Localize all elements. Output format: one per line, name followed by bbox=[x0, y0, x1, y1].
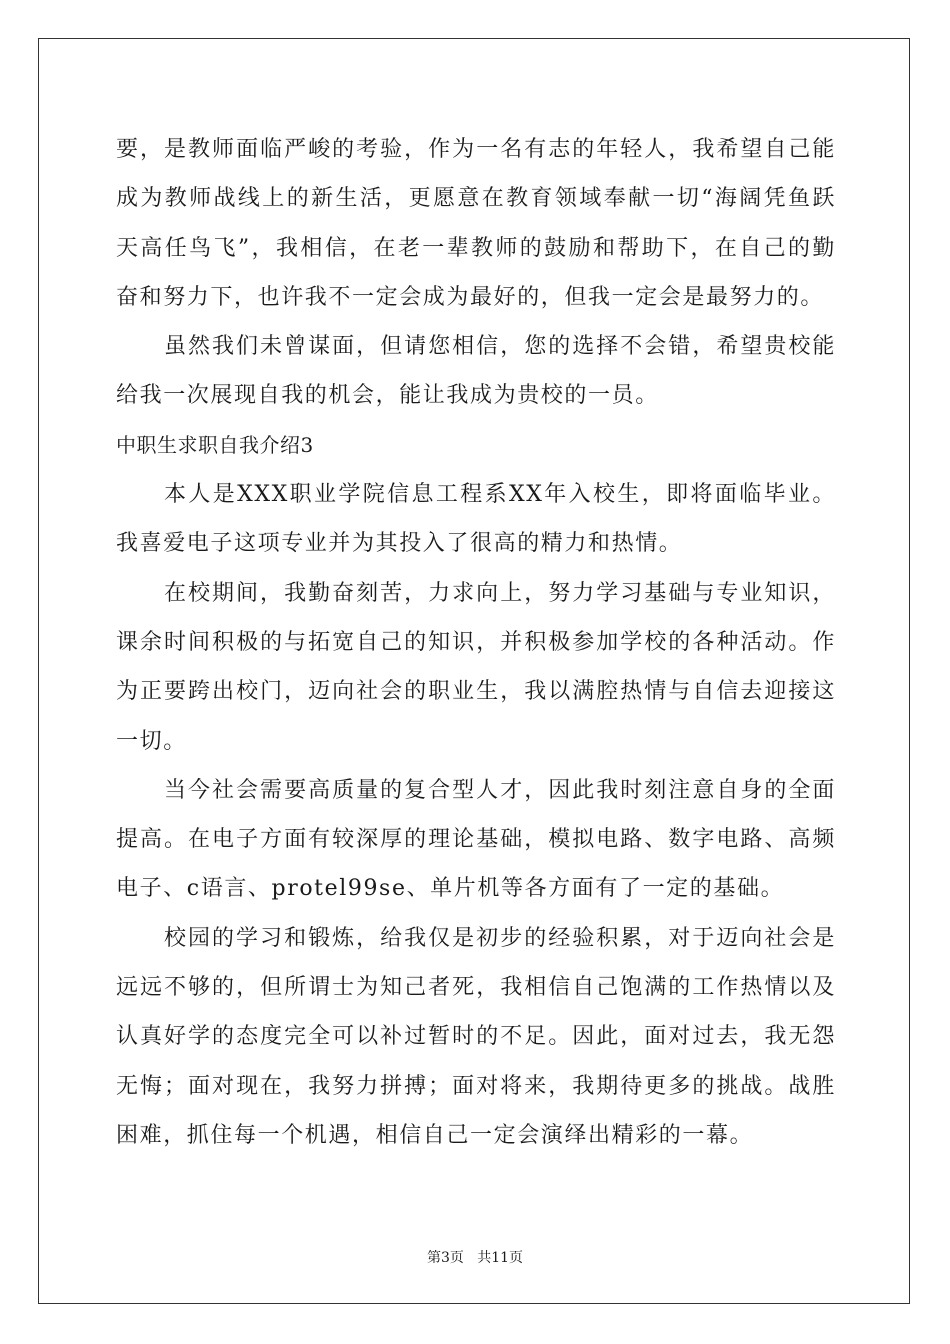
paragraph-closing: 虽然我们未曾谋面，但请您相信，您的选择不会错，希望贵校能给我一次展现自我的机会，能让我成为贵校的一员。 bbox=[116, 334, 836, 409]
paragraph-outlook: 校园的学习和锻炼，给我仅是初步的经验积累，对于迈向社会是远远不够的，但所谓士为知己者死，我相信自己饱满的工作热情以及认真好学的态度完全可以补过暂时的不足。因此，面对过去，我无怨无悔；面对现在，我努力拼搏；面对将来，我期待更多的挑战。战胜困难，抓住每一个机遇，相信自己一定会演绎出精彩的一幕。 bbox=[116, 925, 836, 1148]
page-number-footer: 第3页 共11页 bbox=[426, 1250, 524, 1266]
paragraph-skills: 当今社会需要高质量的复合型人才，因此我时刻注意自身的全面提高。在电子方面有较深厚的理论基础，模拟电路、数字电路、高频电子、c语言、protel99se、单片机等各方面有了一定的基础。 bbox=[116, 777, 836, 902]
paragraph-intro: 本人是XXX职业学院信息工程系XX年入校生，即将面临毕业。我喜爱电子这项专业并为其投入了很高的精力和热情。 bbox=[116, 482, 836, 557]
section-heading: 中职生求职自我介绍3 bbox=[116, 432, 314, 457]
paragraph-school-period: 在校期间，我勤奋刻苦，力求向上，努力学习基础与专业知识，课余时间积极的与拓宽自己的知识，并积极参加学校的各种活动。作为正要跨出校门，迈向社会的职业生，我以满腔热情与自信去迎接这一切。 bbox=[116, 580, 836, 754]
document-body bbox=[116, 125, 836, 1160]
paragraph-continued: 要，是教师面临严峻的考验，作为一名有志的年轻人，我希望自己能成为教师战线上的新生活，更愿意在教育领域奉献一切“海阔凭鱼跃天高任鸟飞”，我相信，在老一辈教师的鼓励和帮助下，在自己的勤奋和努力下，也许我不一定会成为最好的，但我一定会是最努力的。 bbox=[116, 137, 836, 310]
